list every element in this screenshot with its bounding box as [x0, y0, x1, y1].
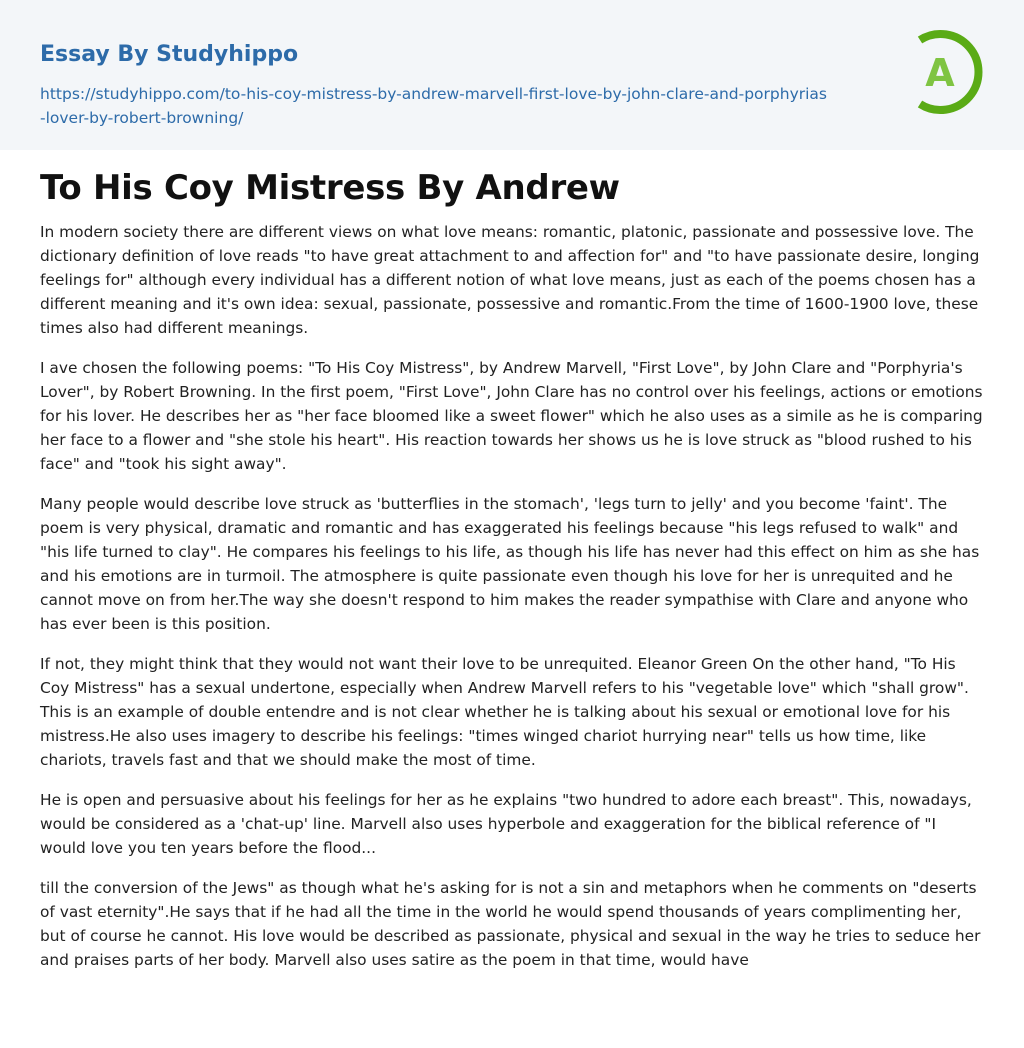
essay-content: [40, 166, 984, 988]
essay-paragraph: Many people would describe love struck as 'butterflies in the stomach', 'legs turn to jelly' and you become 'faint'. The poem is very physical, dramatic and romantic and has exaggerated his feelings because "his legs refused to walk" and "his life turned to clay". He compares his feelings to his life, as though his life has never had this effect on him as she has and his emotions are in turmoil. The atmosphere is quite passionate even though his love for her is unrequited and he cannot move on from her.The way she doesn't respond to him makes the reader sympathise with Clare and anyone who has ever been is this position.: [40, 495, 980, 633]
studyhippo-logo-icon[interactable]: [904, 26, 988, 118]
essay-paragraph: I ave chosen the following poems: "To His Coy Mistress", by Andrew Marvell, "First Love", by John Clare and "Porphyria's Lover", by Robert Browning. In the first poem, "First Love", John Clare has no control over his feelings, actions or emotions for his lover. He describes her as "her face bloomed like a sweet flower" which he also uses as a simile as he is comparing her face to a flower and "she stole his heart". His reaction towards her shows us he is love struck as "blood rushed to his face" and "took his sight away".: [40, 359, 983, 473]
site-header: [0, 0, 1024, 150]
essay-paragraph: till the conversion of the Jews" as though what he's asking for is not a sin and metaphors when he comments on "deserts of vast eternity".He says that if he had all the time in the world he would spend thousands of years complimenting her, but of course he cannot. His love would be described as passionate, physical and sexual in the way he tries to seduce her and praises parts of her body. Marvell also uses satire as the poem in that time, would have: [40, 879, 981, 969]
essay-title: To His Coy Mistress By Andrew: [40, 168, 620, 208]
essay-paragraph: In modern society there are different views on what love means: romantic, platonic, passionate and possessive love. The dictionary definition of love reads "to have great attachment to and affection for" and "to have passionate desire, longing feelings for" although every individual has a different notion of what love means, just as each of the poems chosen has a different meaning and it's own idea: sexual, passionate, possessive and romantic.From the time of 1600-1900 love, these times also had different meanings.: [40, 223, 980, 337]
essay-paragraph: If not, they might think that they would not want their love to be unrequited. Eleanor Green On the other hand, "To His Coy Mistress" has a sexual undertone, especially when Andrew Marvell refers to his "vegetable love" which "shall grow". This is an example of double entendre and is not clear whether he is talking about his sexual or emotional love for his mistress.He also uses imagery to describe his feelings: "times winged chariot hurrying near" tells us how time, like chariots, travels fast and that we should make the most of time.: [40, 655, 969, 769]
source-url-link[interactable]: https://studyhippo.com/to-his-coy-mistress-by-andrew-marvell-first-love-by-john-clare-and-porphyrias-lover-by-robert-browning/: [40, 85, 828, 127]
logo-letter: A: [925, 51, 955, 95]
brand-title: Essay By Studyhippo: [40, 42, 299, 67]
essay-paragraph: He is open and persuasive about his feelings for her as he explains "two hundred to adore each breast". This, nowadays, would be considered as a 'chat-up' line. Marvell also uses hyperbole and exaggeration for the biblical reference of "I would love you ten years before the flood...: [40, 791, 972, 857]
